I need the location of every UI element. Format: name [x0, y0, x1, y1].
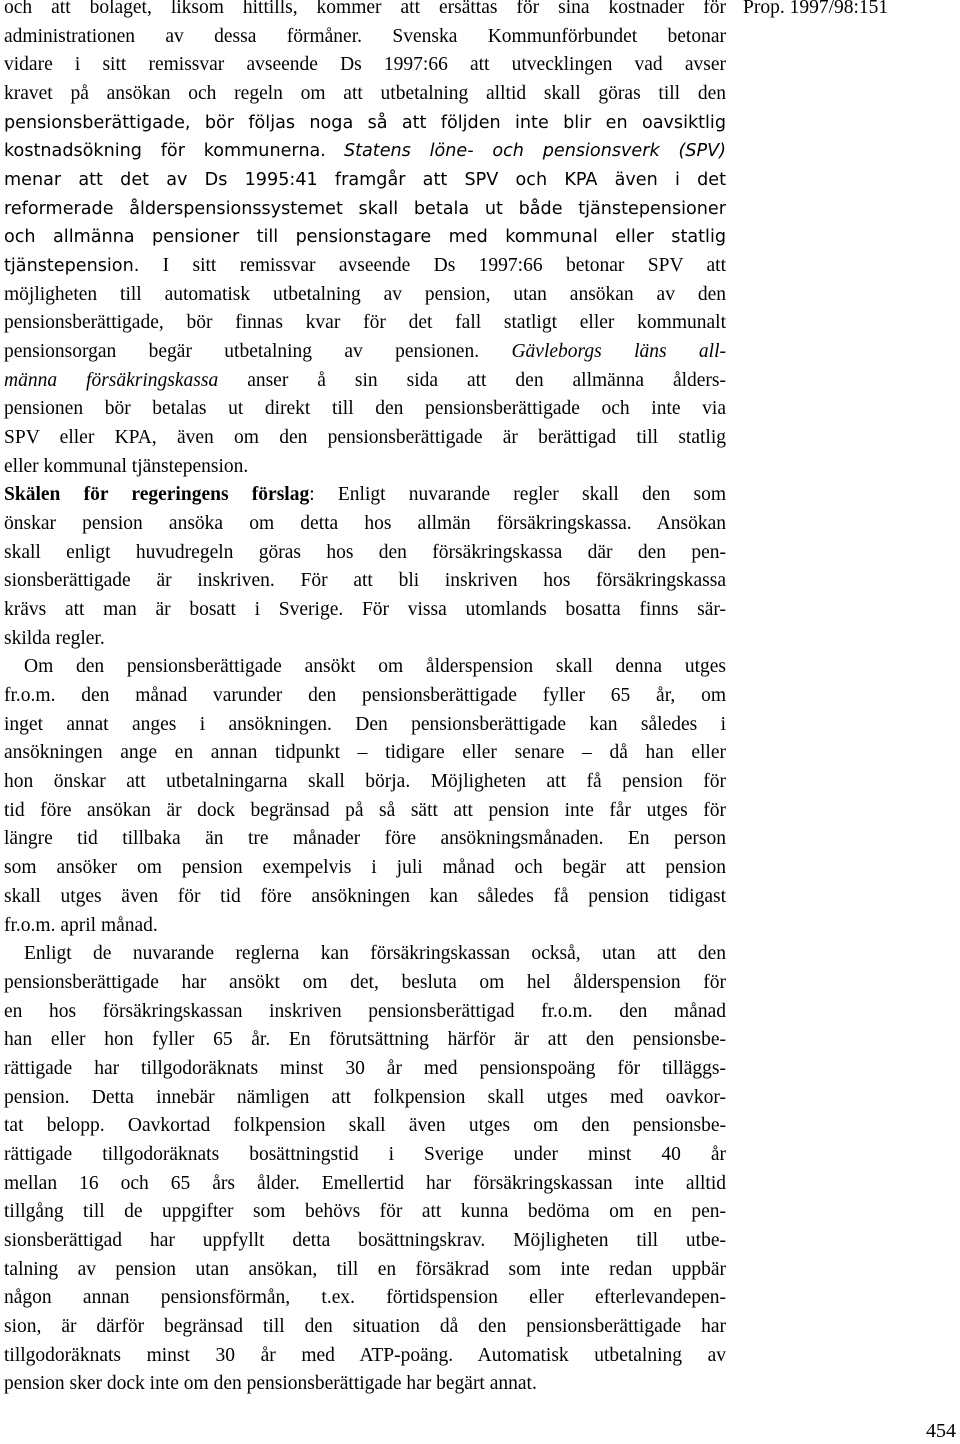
agency-name: männa försäkringskassa: [4, 369, 219, 391]
text-line: hon önskar att utbetalningarna skall börja. Möjligheten att få pension för: [4, 771, 726, 793]
text-line: en hos försäkringskassan inskriven pensionsberättigad fr.o.m. den månad: [4, 1000, 726, 1022]
text-segment: anser å sin sida att den allmänna ålders-: [247, 369, 727, 391]
agency-name: Statens löne- och pensionsverk (SPV): [343, 141, 726, 162]
text-line: Enligt de nuvarande reglerna kan försäkringskassan också, utan att den: [24, 943, 726, 965]
text-line: tillgodoräknats minst 30 år med ATP-poäng. Automatisk utbetalning av: [4, 1344, 726, 1366]
text-line: SPV eller KPA, även om den pensionsberättigade är berättigad till statlig: [4, 427, 726, 449]
body-text: [4, 0, 726, 1399]
text-line: reformerade ålderspensionssystemet skall betala ut både tjänstepensioner: [4, 198, 726, 219]
text-line: skall enligt huvudregeln göras hos den försäkringskassa där den pen-: [4, 541, 726, 563]
text-line: som ansöker om pension exempelvis i juli månad och begär att pension: [4, 857, 726, 879]
text-line: [4, 338, 726, 367]
text-line: talning av pension utan ansökan, till en försäkrad som inte redan uppbär: [4, 1258, 726, 1280]
text-line: och allmänna pensioner till pensionstagare med kommunal eller statlig: [4, 227, 726, 248]
text-line: pensionen bör betalas ut direkt till den pensionsberättigade och inte via: [4, 398, 726, 420]
text-line: och att bolaget, liksom hittills, kommer att ersättas för sina kostnader för: [4, 0, 726, 18]
text-line: eller kommunal tjänstepension.: [4, 455, 249, 477]
text-line: tillgång till de uppgifter som behövs för att kunna bedöma om en pen-: [4, 1201, 726, 1223]
text-line: menar att det av Ds 1995:41 framgår att SPV och KPA även i det: [4, 170, 726, 191]
text-segment: I sitt remissvar avseende Ds 1997:66 betonar SPV att: [162, 255, 727, 277]
text-segment: : Enligt nuvarande regler skall den som: [309, 484, 726, 506]
text-line: pension. Detta innebär nämligen att folkpension skall utges med oavkor-: [4, 1086, 726, 1108]
text-line: kravet på ansökan och regeln om att utbetalning alltid skall göras till den: [4, 83, 726, 105]
text-line: skall utges även för tid före ansökningen kan således få pension tidigast: [4, 885, 726, 907]
page-number: 454: [926, 1420, 956, 1442]
text-line: [4, 137, 726, 166]
text-line: någon annan pensionsförmån, t.ex. förtidspension eller efterlevandepen-: [4, 1287, 726, 1309]
text-line: möjligheten till automatisk utbetalning av pension, utan ansökan av den: [4, 283, 726, 305]
document-reference: Prop. 1997/98:151: [743, 0, 889, 18]
text-line: administrationen av dessa förmåner. Svenska Kommunförbundet betonar: [4, 25, 726, 47]
text-segment: tjänstepension.: [4, 256, 140, 277]
text-line: [4, 367, 726, 396]
text-line: sion, är därför begränsad till den situation då den pensionsberättigade har: [4, 1315, 726, 1337]
text-segment: pensionsorgan begär utbetalning av pensionen.: [4, 341, 480, 363]
text-segment: kostnadsökning för kommunerna.: [4, 141, 326, 162]
text-line: skilda regler.: [4, 627, 105, 649]
text-line: tid före ansökan är dock begränsad på så sätt att pension inte får utges för: [4, 799, 726, 821]
text-line: pensionsberättigade, bör finnas kvar för det fall statligt eller kommunalt: [4, 312, 726, 334]
text-line: pensionsberättigade har ansökt om det, besluta om hel ålderspension för: [4, 971, 726, 993]
text-line: fr.o.m. den månad varunder den pensionsberättigade fyller 65 år, om: [4, 685, 726, 707]
text-line: ansökningen ange en annan tidpunkt – tidigare eller senare – då han eller: [4, 742, 726, 764]
text-line: inget annat anges i ansökningen. Den pensionsberättigade kan således i: [4, 713, 726, 735]
text-line: längre tid tillbaka än tre månader före ansökningsmånaden. En person: [4, 828, 726, 850]
text-line: mellan 16 och 65 års ålder. Emellertid har försäkringskassan inte alltid: [4, 1172, 726, 1194]
text-line: [4, 481, 726, 510]
text-line: sionsberättigad har uppfyllt detta bosättningskrav. Möjligheten till utbe-: [4, 1229, 726, 1251]
text-line: han eller hon fyller 65 år. En förutsättning härför är att den pensionsbe-: [4, 1029, 726, 1051]
section-heading: Skälen för regeringens förslag: [4, 484, 310, 506]
agency-name: Gävleborgs läns all-: [511, 341, 727, 363]
text-line: rättigade har tillgodoräknats minst 30 år med pensionspoäng för tilläggs-: [4, 1057, 726, 1079]
text-line: rättigade tillgodoräknats bosättningstid i Sverige under minst 40 år: [4, 1143, 726, 1165]
text-line: Om den pensionsberättigade ansökt om ålderspension skall denna utges: [24, 656, 726, 678]
text-line: tat belopp. Oavkortad folkpension skall även utges om den pensionsbe-: [4, 1115, 726, 1137]
text-line: fr.o.m. april månad.: [4, 914, 158, 936]
text-line: pension sker dock inte om den pensionsberättigade har begärt annat.: [4, 1373, 537, 1395]
text-line: sionsberättigade är inskriven. För att bli inskriven hos försäkringskassa: [4, 570, 726, 592]
text-line: önskar pension ansöka om detta hos allmän försäkringskassa. Ansökan: [4, 513, 726, 535]
text-line: krävs att man är bosatt i Sverige. För vissa utomlands bosatta finns sär-: [4, 599, 726, 621]
text-line: [4, 252, 726, 281]
text-line: vidare i sitt remissvar avseende Ds 1997:66 att utvecklingen vad avser: [4, 54, 726, 76]
text-line: pensionsberättigade, bör följas noga så att följden inte blir en oavsiktlig: [4, 112, 726, 133]
